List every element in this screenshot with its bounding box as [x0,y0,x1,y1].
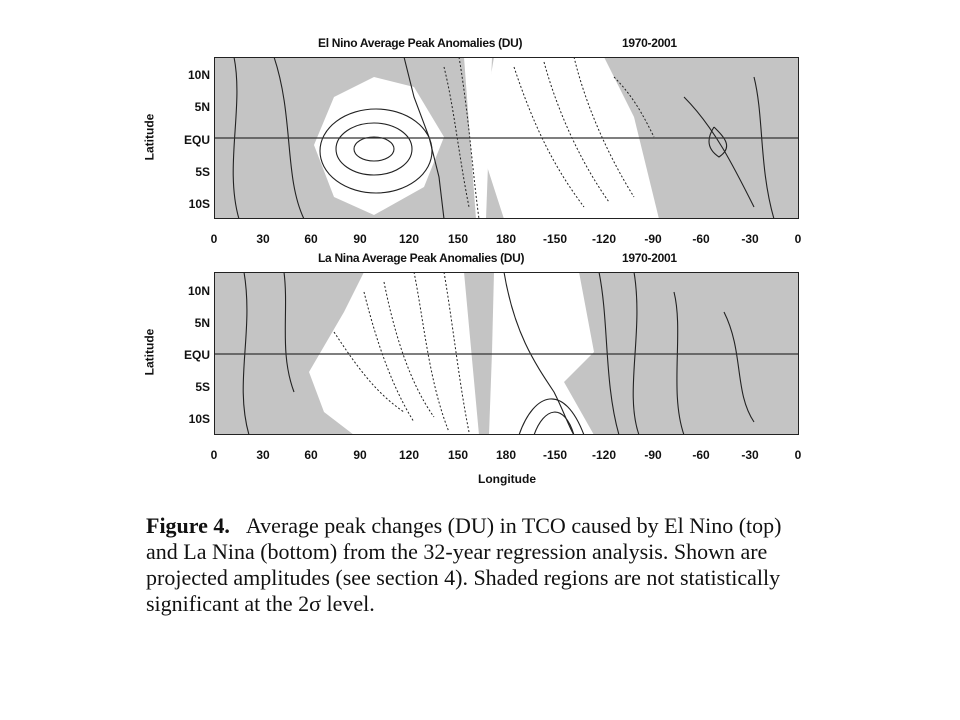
caption-label: Figure 4. [146,513,230,538]
lon-tick: 150 [447,448,469,462]
caption-text: Average peak changes (DU) in TCO caused by El Nino (top) and La Nina (bottom) from the 32-year regression analysis. Shown are projected amplitudes (see section 4). Shaded regions are not statistically significant at the 2σ level. [146,513,782,616]
lon-tick: 90 [353,448,367,462]
lon-tick: -30 [741,232,759,246]
lat-tick: EQU [183,348,210,362]
el-nino-title: El Nino Average Peak Anomalies (DU) [318,36,523,50]
lon-tick: 90 [353,232,367,246]
la-nina-ylabel: Latitude [142,328,157,376]
lat-tick: 5S [195,165,210,179]
lon-tick: 0 [210,448,218,462]
lat-tick: 5N [194,100,210,114]
la-nina-contour-map [214,272,799,435]
la-nina-xlabel: Longitude [478,472,536,486]
lon-tick: 0 [794,448,802,462]
lat-tick: 5N [194,316,210,330]
el-nino-contour-map [214,57,799,219]
lon-tick: -150 [542,232,568,246]
lon-tick: -150 [542,448,568,462]
lat-tick: 10N [187,284,210,298]
lon-tick: 150 [447,232,469,246]
lon-tick: 120 [398,232,420,246]
lon-tick: 180 [495,232,517,246]
lon-tick: -30 [741,448,759,462]
lat-tick: 10N [187,68,210,82]
lon-tick: 120 [398,448,420,462]
lon-tick: 30 [256,232,270,246]
lon-tick: 30 [256,448,270,462]
lat-tick: EQU [183,133,210,147]
lat-tick: 10S [188,197,210,211]
figure-caption [146,513,806,617]
lat-tick: 10S [188,412,210,426]
lon-tick: 0 [210,232,218,246]
el-nino-ylabel: Latitude [142,113,157,161]
lat-tick: 5S [195,380,210,394]
lon-tick: -60 [692,232,710,246]
lon-tick: 180 [495,448,517,462]
la-nina-period: 1970-2001 [622,251,677,265]
lon-tick: -120 [591,448,617,462]
lon-tick: -90 [644,448,662,462]
lon-tick: -120 [591,232,617,246]
lon-tick: 60 [304,232,318,246]
lon-tick: 0 [794,232,802,246]
lon-tick: 60 [304,448,318,462]
el-nino-period: 1970-2001 [622,36,677,50]
lon-tick: -90 [644,232,662,246]
lon-tick: -60 [692,448,710,462]
la-nina-title: La Nina Average Peak Anomalies (DU) [318,251,525,265]
